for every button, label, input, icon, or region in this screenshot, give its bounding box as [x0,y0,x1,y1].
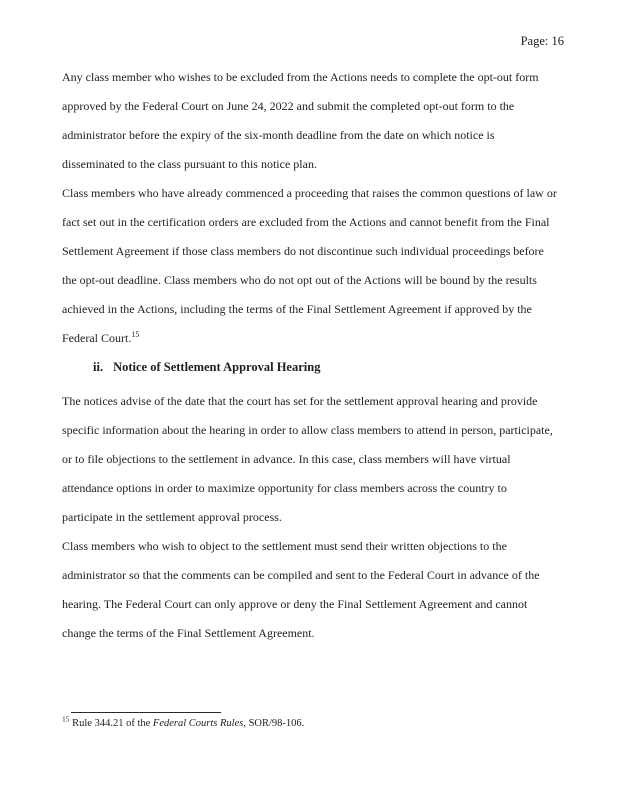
footnote-reference-15: 15 [131,330,140,339]
footnote-text-after: , SOR/98-106. [243,718,305,729]
paragraph-opt-out-process: Any class member who wishes to be excluded from the Actions needs to complete the opt-out form approved by the Federal Court on June 24, 2022 and submit the completed opt-out form to the administrator before the expiry of the six-month deadline from the date on which notice is disseminated to the class pursuant to this notice plan. [62,70,539,171]
section-heading [62,353,559,382]
footnote-text-italic-title: Federal Courts Rules [152,718,244,729]
paragraph-objections: Class members who wish to object to the settlement must send their written objections to the administrator so that the comments can be compiled and sent to the Federal Court in advance of the hearing. The Federal Court can only approve or deny the Final Settlement Agreement and cannot change the terms of the Final Settlement Agreement. [62,539,540,640]
paragraph-exclusion-consequences [62,179,559,353]
paragraph-hearing-notice: The notices advise of the date that the court has set for the settlement approval hearing and provide specific information about the hearing in order to allow class members to attend in person, participate, or to file objections to the settlement in advance. In this case, class members will have virtual attendance options in order to maximize opportunity for class members across the country to participate in the settlement approval process. [62,394,553,524]
page-number: Page: 16 [520,34,564,48]
footnote-15 [62,714,502,731]
section-heading-title: Notice of Settlement Approval Hearing [113,360,321,374]
section-heading-number: ii. [93,360,104,374]
footnote-marker: 15 [62,714,70,724]
document-body [62,63,559,648]
footnote-text-before: Rule 344.21 of the [69,718,153,729]
paragraph-exclusion-text: Class members who have already commenced a proceeding that raises the common questions of law or fact set out in the certification orders are excluded from the Actions and cannot benefit from the Final Settlement Agreement if those class members do not discontinue such individual proceedings before the opt-out deadline. Class members who do not opt out of the Actions will be bound by the results achieved in the Actions, including the terms of the Final Settlement Agreement if approved by the Federal Court. [62,186,557,345]
footnote-separator-line [71,712,221,713]
footnote-area [62,712,502,731]
